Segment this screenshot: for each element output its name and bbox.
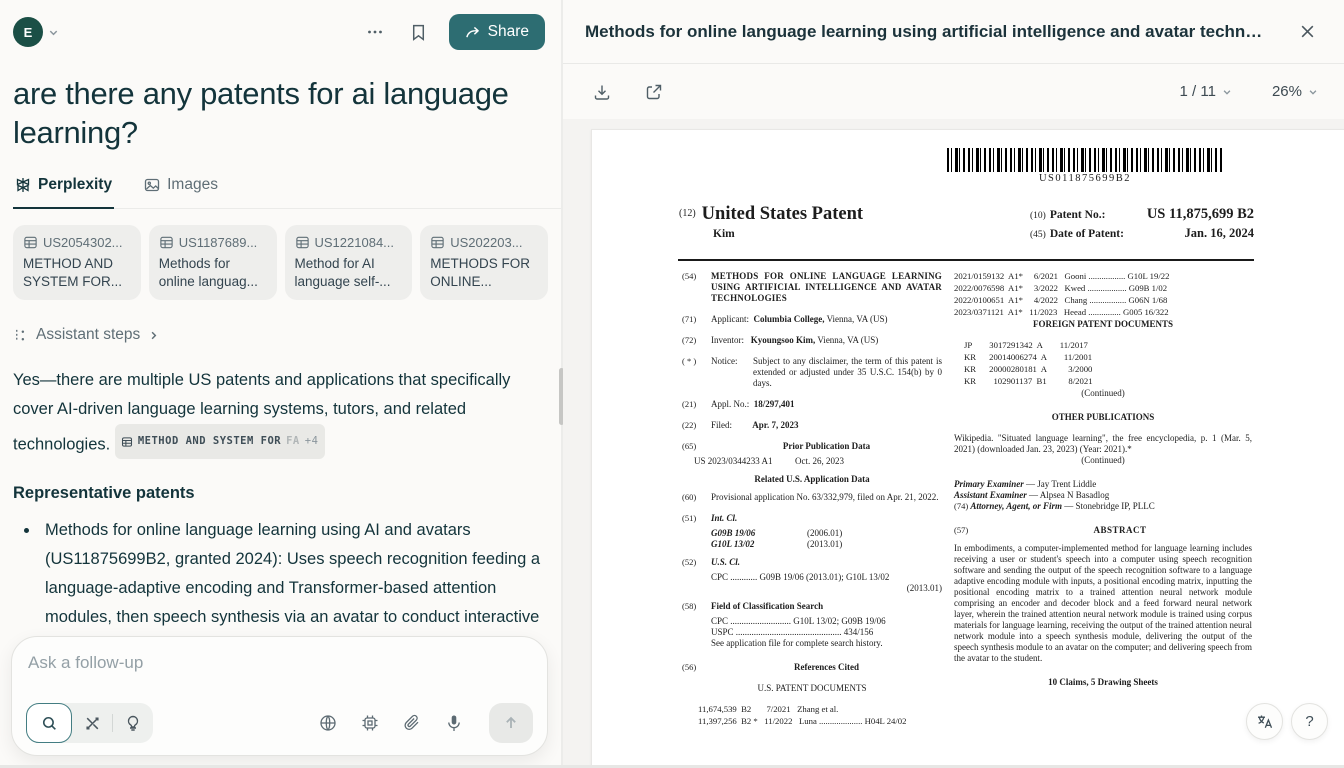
globe-icon[interactable] <box>319 714 337 732</box>
citation-row: 2022/0076598 A1* 3/2022 Kwed .................. G09B 1/02 <box>954 283 1168 293</box>
publication-reference: Wikipedia. "Situated language learning", the free encyclopedia, p. 1 (Mar. 5, 2021) (downloaded Jan. 23, 2023) (Year: 2021).* <box>954 433 1252 454</box>
assistant-steps-toggle[interactable]: Assistant steps <box>13 326 548 344</box>
citation-row: JP 3017291342 A 11/2017 <box>964 340 1088 350</box>
continued-note: (Continued) <box>1081 455 1125 465</box>
composer-controls <box>26 703 533 743</box>
other-publications-heading: OTHER PUBLICATIONS <box>1051 412 1155 422</box>
patent-left-column: (54) METHODS FOR ONLINE LANGUAGE LEARNING USING ARTIFICIAL INTELLIGENCE AND AVATAR TECHNOLOGIES (71) Applicant: Columbia College, Vienna, VA (US) (72) Inventor: Kyoungsoo Kim, Vienna, VA (US) ( * ) Notice: Subject to any disclaimer, the term of this patent is extended or adjusted under 35 U.S.C. 154(b) by 0 days. (21) Appl. No.: 18/297,401 (22) Filed: Apr. 7, 2023 (65) Prior Publication Data US 2023/0344233 A1 Oct. 26, 2023 Related U.S. Application Data (60) Provisional application No. 63/332,979, filed on Apr. 21, 2022. (51) Int. Cl. G09B 19/06 (2006.01) G10L 13/02 (2013.01) (52) U.S. Cl. CPC ............ G09B 19/06 (2013.01); G10L 13/02 (2013.01) (58) Field of Classification Search CPC ........................... G10L 13/02; G09B 19/06 USPC ............................................... 434/156 See application file for complete search history. (56) References Cited U.S. PATENT DOCUMENTS 11,674,539 B2 7/2021 Zhang et al. 11,397,256 B2 * 11/2022 Luna .................... H04L 24/02 <box>682 271 942 726</box>
mode-switcher <box>26 703 153 743</box>
continued-note: (Continued) <box>1081 388 1125 398</box>
document-title: Methods for online language learning using artificial intelligence and avatar techn… <box>585 21 1263 41</box>
chevron-right-icon <box>148 330 159 341</box>
avatar[interactable]: E <box>13 17 43 47</box>
thread-topbar <box>0 0 561 50</box>
search-field-row: USPC ............................................... 434/156 <box>711 627 874 637</box>
patent-doc-icon <box>159 235 174 250</box>
answer-text: Yes—there are multiple US patents and applications that specifically cover AI-driven language learning systems, tutors, and related technologies. METHOD AND SYSTEM FOR FA +4 <box>13 366 545 460</box>
patent-number-block: (10) Patent No.: US 11,875,699 B2 (45) Date of Patent: Jan. 16, 2024 <box>1030 206 1254 240</box>
followup-input[interactable] <box>28 653 531 673</box>
close-icon <box>1299 23 1316 40</box>
barcode-stripes <box>947 148 1223 172</box>
knot-icon <box>84 715 101 732</box>
prior-publication-row: US 2023/0344233 A1 Oct. 26, 2023 <box>694 456 845 466</box>
viewer-header <box>563 0 1344 64</box>
patent-right-column: 2021/0159132 A1* 6/2021 Gooni ................. G10L 19/22 2022/0076598 A1* 3/2022 Kwed .................. G09B 1/02 2022/0100651 A1* 4/2022 Chang ................. G06N 1/68 2023/0371121 A1* 11/2023 Heead ............... G005 16/322 FOREIGN PATENT DOCUMENTS JP 3017291342 A 11/2017 KR 20014006274 A 11/2001 KR 20000280181 A 3/2000 KR 102901137 B1 8/2021 (Continued) OTHER PUBLICATIONS Wikipedia. "Situated language learning", the free encyclopedia, p. 1 (Mar. 5, 2021) (downloaded Jan. 23, 2023) (Year: 2021).* (Continued) Primary Examiner — Jay Trent Liddle Assistant Examiner — Alpsea N Basadlog (74) Attorney, Agent, or Firm — Stonebridge IP, PLLC (57) ABSTRACT In embodiments, a computer-implemented method for language learning includes receiving a user or student's speech into a computer using speech recognition software and sending the output of the speech recognition software to a language adaptive encoding module with inputs, a positional encoding matrix, inputting the positional encoding matrix to a trained attention neural network module comprising an encoder and decoder block and a feed forward neural network layer, wherein the trained attention neural network module is trained using corpus materials for language learning, receiving the output of the trained attention neural network module into a speech synthesis module, delivering the output of the speech synthesis module to an avatar on the computer; and delivering speech from the avatar to the student. 10 Claims, 5 Drawing Sheets <box>954 271 1252 687</box>
source-card[interactable]: US1187689... Methods for online languag... <box>149 225 277 300</box>
source-card-row <box>13 225 548 300</box>
external-link-icon <box>645 83 663 101</box>
patent-doc-icon <box>121 436 133 448</box>
cpc-row: CPC ............ G09B 19/06 (2013.01); G10L 13/02 <box>711 572 890 582</box>
foreign-documents-heading: FOREIGN PATENT DOCUMENTS <box>1032 319 1173 329</box>
submit-button[interactable] <box>489 703 533 743</box>
patent-doc-icon <box>295 235 310 250</box>
citation-chip[interactable]: METHOD AND SYSTEM FOR FA +4 <box>115 424 326 459</box>
us-patent-documents-heading: U.S. PATENT DOCUMENTS <box>757 683 867 693</box>
source-card[interactable]: US202203... METHODS FOR ONLINE... <box>420 225 548 300</box>
viewer-toolbar <box>563 64 1344 119</box>
barcode: US011875699B2 <box>947 148 1223 184</box>
reasoning-mode-button[interactable] <box>113 703 153 743</box>
download-icon <box>593 83 611 101</box>
citation-row: 2022/0100651 A1* 4/2022 Chang ................. G06N 1/68 <box>954 295 1168 305</box>
search-field-note: See application file for complete search history. <box>711 638 883 648</box>
citation-row: KR 102901137 B1 8/2021 <box>964 376 1093 386</box>
search-field-row: CPC ........................... G10L 13/02; G09B 19/06 <box>711 616 886 626</box>
tab-images[interactable]: Images <box>142 176 220 209</box>
document-viewer-panel <box>563 0 1344 768</box>
source-card[interactable]: US1221084... Method for AI language self-... <box>285 225 413 300</box>
search-mode-button[interactable] <box>26 703 72 743</box>
citation-row: 2021/0159132 A1* 6/2021 Gooni ................. G10L 19/22 <box>954 271 1170 281</box>
arrow-up-icon <box>503 715 519 731</box>
citation-row: 2023/0371121 A1* 11/2023 Heead ............... G005 16/322 <box>954 307 1169 317</box>
tab-perplexity[interactable]: Perplexity <box>13 176 114 209</box>
abstract-text: In embodiments, a computer-implemented method for language learning includes receiving a user or student's speech into a computer using speech recognition software and sending the output of the speech recognition software to a language adaptive encoding module with inputs, a positional encoding matrix, inputting the positional encoding matrix to a trained attention neural network module comprising an encoder and decoder block and a feed forward neural network layer, wherein the trained attention neural network module is trained using corpus materials for language learning, receiving the output of the trained attention neural network module into a speech synthesis module, delivering the output of the speech synthesis module to an avatar on the computer; and delivering speech from the avatar to the student. <box>954 543 1252 663</box>
page-title: are there any patents for ai language learning? <box>13 76 509 150</box>
source-card[interactable]: US2054302... METHOD AND SYSTEM FOR... <box>13 225 141 300</box>
citation-row: KR 20000280181 A 3/2000 <box>964 364 1093 374</box>
claims-line: 10 Claims, 5 Drawing Sheets <box>1048 677 1158 687</box>
close-button[interactable] <box>1293 17 1322 46</box>
lightbulb-icon <box>125 715 141 731</box>
list-item: Methods for online language learning using AI and avatars (US11875699B2, granted 2024): Uses speech recognition feeding a language-adaptive encoding and Transformer-based attention modules, then speech synthesis via an avatar to conduct interactive <box>24 516 545 661</box>
thread-panel <box>0 0 561 768</box>
steps-icon <box>13 328 28 343</box>
open-external-button[interactable] <box>641 79 667 105</box>
download-button[interactable] <box>589 79 615 105</box>
related-data-heading: Related U.S. Application Data <box>754 474 870 484</box>
patent-masthead: (12) United States Patent Kim <box>679 204 864 240</box>
patent-doc-icon <box>23 235 38 250</box>
tab-bar <box>13 176 561 209</box>
followup-composer <box>11 636 548 756</box>
share-button[interactable]: Share <box>449 14 545 50</box>
section-heading: Representative patents <box>13 483 195 502</box>
chevron-down-icon <box>1308 87 1318 97</box>
image-icon <box>144 177 160 193</box>
zoom-level-control[interactable]: 26% <box>1272 83 1318 100</box>
pdf-canvas-area[interactable] <box>563 119 1344 768</box>
share-icon <box>465 25 480 40</box>
perplexity-logo-icon <box>15 177 31 193</box>
composer-actions <box>319 703 533 743</box>
floating-actions <box>1246 703 1328 740</box>
chevron-down-icon <box>1222 87 1232 97</box>
more-options-button[interactable] <box>362 19 388 45</box>
citation-row: 11,397,256 B2 * 11/2022 Luna .................... H04L 24/02 <box>698 716 907 726</box>
divider <box>678 259 1254 261</box>
chevron-down-icon[interactable] <box>48 27 59 38</box>
cpc-row: (2013.01) <box>906 583 942 593</box>
search-icon <box>41 715 58 732</box>
microphone-icon[interactable] <box>445 714 463 732</box>
citation-row: 11,674,539 B2 7/2021 Zhang et al. <box>698 704 839 714</box>
patent-page <box>591 129 1344 768</box>
labs-mode-button[interactable] <box>72 703 112 743</box>
citation-row: KR 20014006274 A 11/2001 <box>964 352 1093 362</box>
translate-icon <box>1256 713 1274 731</box>
page-indicator[interactable]: 1 / 11 <box>1180 83 1232 100</box>
bullet-marker <box>24 528 29 533</box>
attachment-icon[interactable] <box>403 714 421 732</box>
question-mark: ? <box>1305 713 1314 730</box>
patent-doc-icon <box>430 235 445 250</box>
help-button[interactable] <box>1291 703 1328 740</box>
model-chip-icon[interactable] <box>361 714 379 732</box>
translate-button[interactable] <box>1246 703 1283 740</box>
bookmark-button[interactable] <box>406 20 431 45</box>
